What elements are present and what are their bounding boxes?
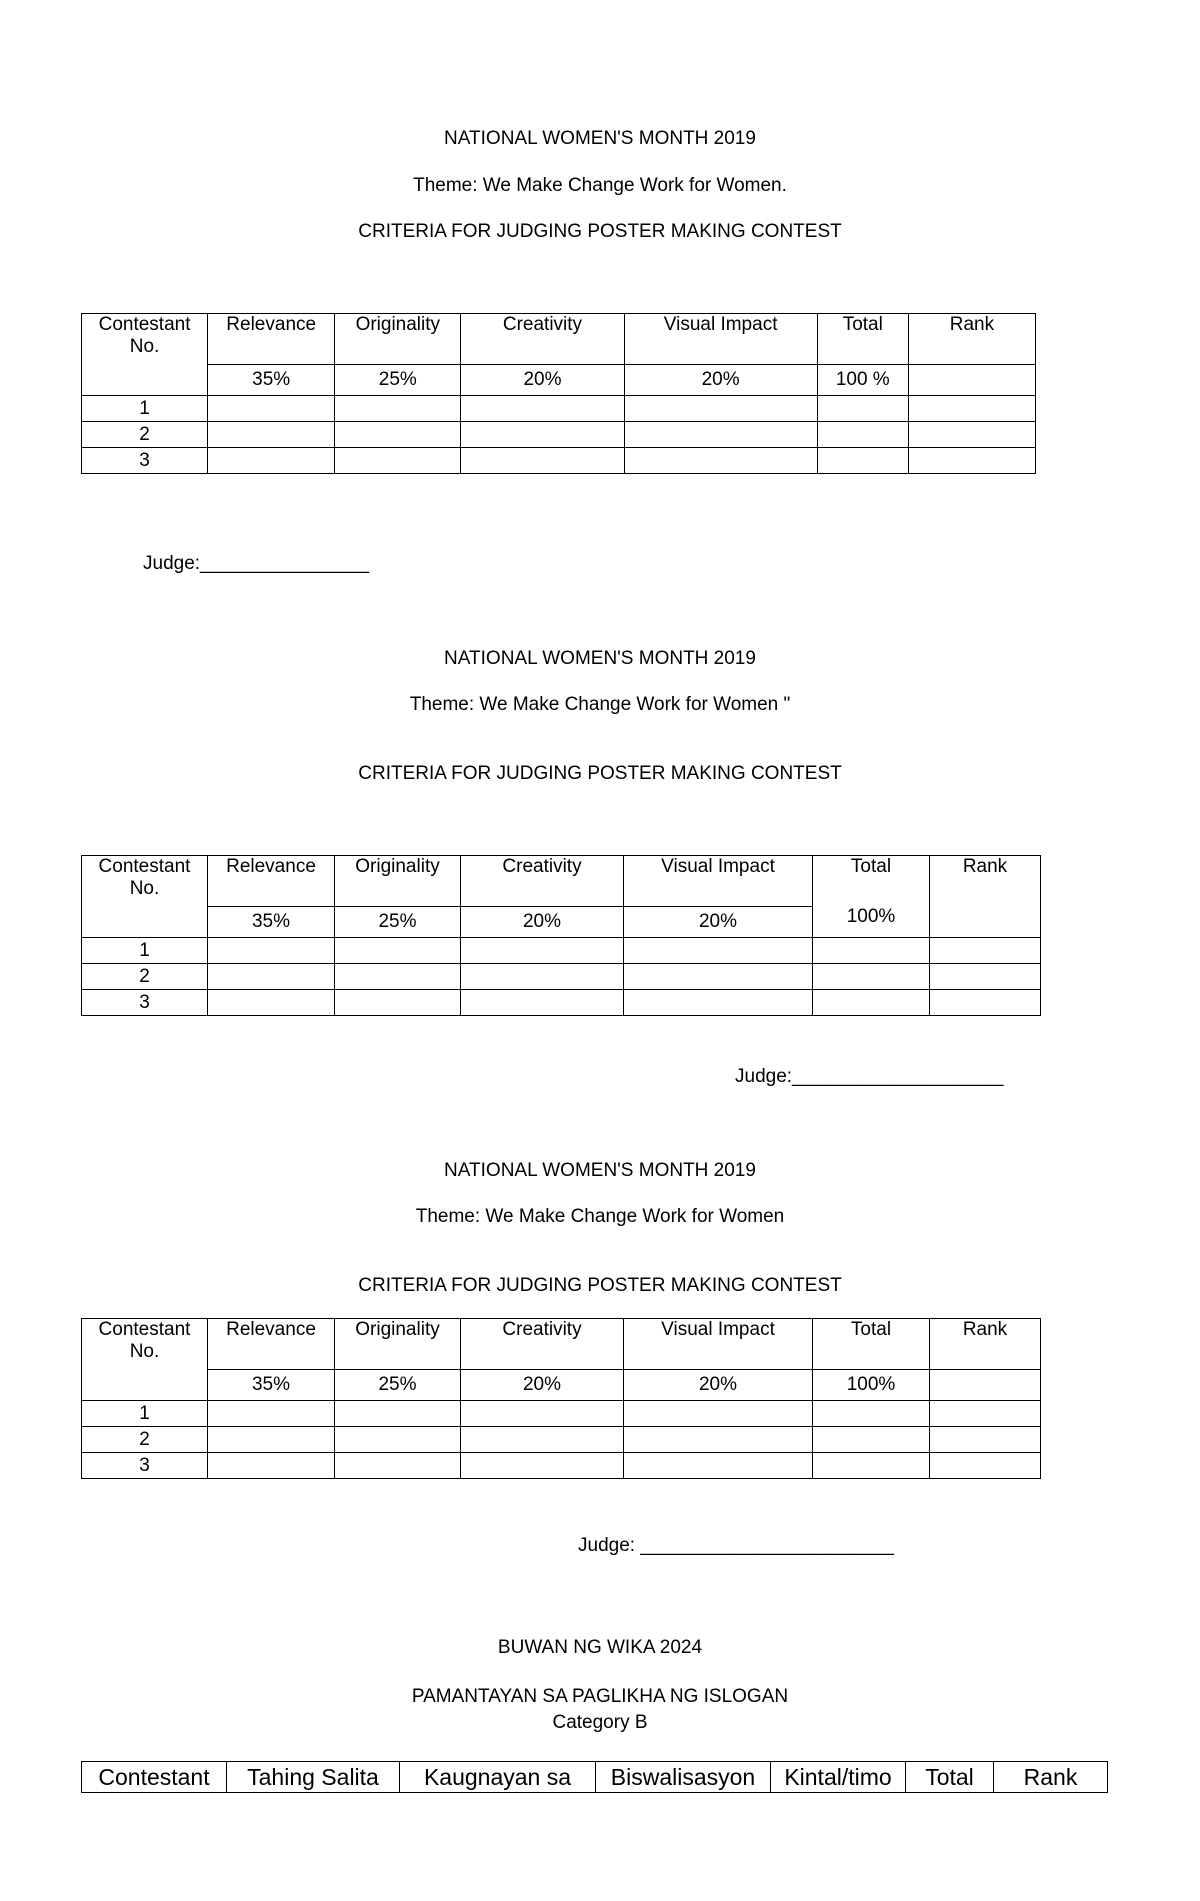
- weight-total: 100 %: [817, 365, 908, 396]
- score-cell[interactable]: [335, 1453, 461, 1479]
- score-cell[interactable]: [624, 938, 813, 964]
- score-cell[interactable]: [930, 990, 1041, 1016]
- score-cell[interactable]: [461, 448, 624, 474]
- score-cell[interactable]: [930, 1453, 1041, 1479]
- score-cell[interactable]: [461, 938, 624, 964]
- header-total: [813, 856, 930, 938]
- header-originality: Originality: [335, 856, 461, 907]
- header-creativity: Creativity: [461, 314, 624, 365]
- contestant-number: 2: [82, 1427, 208, 1453]
- block1-theme: Theme: We Make Change Work for Women.: [413, 175, 787, 196]
- weight-creativity: 20%: [461, 1370, 624, 1401]
- score-cell[interactable]: [813, 938, 930, 964]
- section4-category: Category B: [552, 1712, 648, 1733]
- score-cell[interactable]: [335, 990, 461, 1016]
- header-visual-impact: Visual Impact: [624, 1319, 813, 1370]
- header-rank: Rank: [994, 1762, 1108, 1793]
- score-cell[interactable]: [335, 1401, 461, 1427]
- header-rank: Rank: [930, 856, 1041, 938]
- score-cell[interactable]: [813, 964, 930, 990]
- score-cell[interactable]: [813, 1427, 930, 1453]
- score-cell[interactable]: [335, 964, 461, 990]
- block1-criteria-table: [81, 313, 1036, 474]
- contestant-number: 1: [82, 1401, 208, 1427]
- score-cell[interactable]: [461, 964, 624, 990]
- score-cell[interactable]: [208, 422, 335, 448]
- score-cell[interactable]: [335, 938, 461, 964]
- weight-creativity: 20%: [461, 365, 624, 396]
- score-cell[interactable]: [461, 396, 624, 422]
- header-relevance: Relevance: [208, 314, 335, 365]
- score-cell[interactable]: [908, 422, 1035, 448]
- weight-visual-impact: 20%: [624, 365, 817, 396]
- header-total-label: Total: [850, 856, 892, 877]
- score-cell[interactable]: [624, 448, 817, 474]
- score-cell[interactable]: [335, 448, 461, 474]
- score-cell[interactable]: [817, 422, 908, 448]
- weight-visual-impact: 20%: [624, 1370, 813, 1401]
- weight-originality: 25%: [335, 1370, 461, 1401]
- block3-criteria: CRITERIA FOR JUDGING POSTER MAKING CONTEST: [358, 1275, 842, 1296]
- score-cell[interactable]: [208, 964, 335, 990]
- score-cell[interactable]: [624, 1453, 813, 1479]
- block3-judge-line: Judge: ________________________: [578, 1535, 894, 1556]
- contestant-number: 3: [82, 448, 208, 474]
- score-cell[interactable]: [335, 396, 461, 422]
- block2-title: NATIONAL WOMEN'S MONTH 2019: [444, 648, 756, 669]
- header-total: Total: [906, 1762, 994, 1793]
- section4-criteria-table: [81, 1761, 1108, 1793]
- header-visual-impact: Visual Impact: [624, 856, 813, 907]
- score-cell[interactable]: [624, 396, 817, 422]
- score-cell[interactable]: [813, 1401, 930, 1427]
- header-kaugnayan-sa: Kaugnayan sa: [400, 1762, 596, 1793]
- header-kintal-timo: Kintal/timo: [771, 1762, 906, 1793]
- header-originality: Originality: [335, 1319, 461, 1370]
- weight-creativity: 20%: [461, 907, 624, 938]
- weight-rank: [908, 365, 1035, 396]
- score-cell[interactable]: [908, 448, 1035, 474]
- header-visual-impact: Visual Impact: [624, 314, 817, 365]
- block1-title: NATIONAL WOMEN'S MONTH 2019: [444, 128, 756, 149]
- block2-theme: Theme: We Make Change Work for Women ": [409, 694, 791, 715]
- score-cell[interactable]: [624, 964, 813, 990]
- score-cell[interactable]: [461, 990, 624, 1016]
- score-cell[interactable]: [908, 396, 1035, 422]
- score-cell[interactable]: [817, 448, 908, 474]
- score-cell[interactable]: [461, 1453, 624, 1479]
- contestant-number: 2: [82, 422, 208, 448]
- header-originality: Originality: [335, 314, 461, 365]
- block3-criteria-table: [81, 1318, 1041, 1479]
- contestant-number: 3: [82, 990, 208, 1016]
- weight-originality: 25%: [335, 365, 461, 396]
- header-contestant-no: Contestant No.: [82, 1319, 208, 1401]
- score-cell[interactable]: [930, 1401, 1041, 1427]
- header-rank: Rank: [908, 314, 1035, 365]
- contestant-number: 3: [82, 1453, 208, 1479]
- score-cell[interactable]: [208, 396, 335, 422]
- block2-judge-line: Judge:____________________: [735, 1066, 1004, 1087]
- weight-relevance: 35%: [208, 1370, 335, 1401]
- block2-criteria-table: [81, 855, 1041, 1016]
- score-cell[interactable]: [461, 1427, 624, 1453]
- weight-total: 100%: [813, 1370, 930, 1401]
- score-cell[interactable]: [624, 990, 813, 1016]
- header-relevance: Relevance: [208, 856, 335, 907]
- score-cell[interactable]: [461, 1401, 624, 1427]
- header-contestant-no: Contestant No.: [82, 856, 208, 938]
- contestant-number: 1: [82, 938, 208, 964]
- weight-relevance: 35%: [208, 907, 335, 938]
- weight-total: 100%: [846, 906, 896, 927]
- section4-title: BUWAN NG WIKA 2024: [497, 1637, 703, 1658]
- score-cell[interactable]: [930, 964, 1041, 990]
- score-cell[interactable]: [624, 422, 817, 448]
- score-cell[interactable]: [208, 448, 335, 474]
- score-cell[interactable]: [930, 1427, 1041, 1453]
- header-contestant: Contestant: [82, 1762, 227, 1793]
- header-relevance: Relevance: [208, 1319, 335, 1370]
- block1-judge-line: Judge:________________: [143, 553, 370, 574]
- weight-originality: 25%: [335, 907, 461, 938]
- section4-subtitle: PAMANTAYAN SA PAGLIKHA NG ISLOGAN: [411, 1686, 789, 1707]
- block1-criteria: CRITERIA FOR JUDGING POSTER MAKING CONTEST: [358, 221, 842, 242]
- block2-criteria: CRITERIA FOR JUDGING POSTER MAKING CONTEST: [358, 763, 842, 784]
- header-total: Total: [813, 1319, 930, 1370]
- score-cell[interactable]: [335, 1427, 461, 1453]
- contestant-number: 2: [82, 964, 208, 990]
- header-creativity: Creativity: [461, 1319, 624, 1370]
- weight-visual-impact: 20%: [624, 907, 813, 938]
- score-cell[interactable]: [624, 1427, 813, 1453]
- weight-relevance: 35%: [208, 365, 335, 396]
- score-cell[interactable]: [208, 1427, 335, 1453]
- score-cell[interactable]: [208, 990, 335, 1016]
- header-tahing-salita: Tahing Salita: [227, 1762, 400, 1793]
- score-cell[interactable]: [817, 396, 908, 422]
- score-cell[interactable]: [813, 990, 930, 1016]
- score-cell[interactable]: [208, 1453, 335, 1479]
- score-cell[interactable]: [624, 1401, 813, 1427]
- score-cell[interactable]: [461, 422, 624, 448]
- block3-theme: Theme: We Make Change Work for Women: [415, 1206, 785, 1227]
- score-cell[interactable]: [335, 422, 461, 448]
- score-cell[interactable]: [930, 938, 1041, 964]
- block3-title: NATIONAL WOMEN'S MONTH 2019: [444, 1160, 756, 1181]
- header-contestant-no: Contestant No.: [82, 314, 208, 396]
- contestant-number: 1: [82, 396, 208, 422]
- score-cell[interactable]: [813, 1453, 930, 1479]
- score-cell[interactable]: [208, 1401, 335, 1427]
- header-rank: Rank: [930, 1319, 1041, 1370]
- score-cell[interactable]: [208, 938, 335, 964]
- header-creativity: Creativity: [461, 856, 624, 907]
- header-total: Total: [817, 314, 908, 365]
- weight-rank: [930, 1370, 1041, 1401]
- header-biswalisasyon: Biswalisasyon: [596, 1762, 771, 1793]
